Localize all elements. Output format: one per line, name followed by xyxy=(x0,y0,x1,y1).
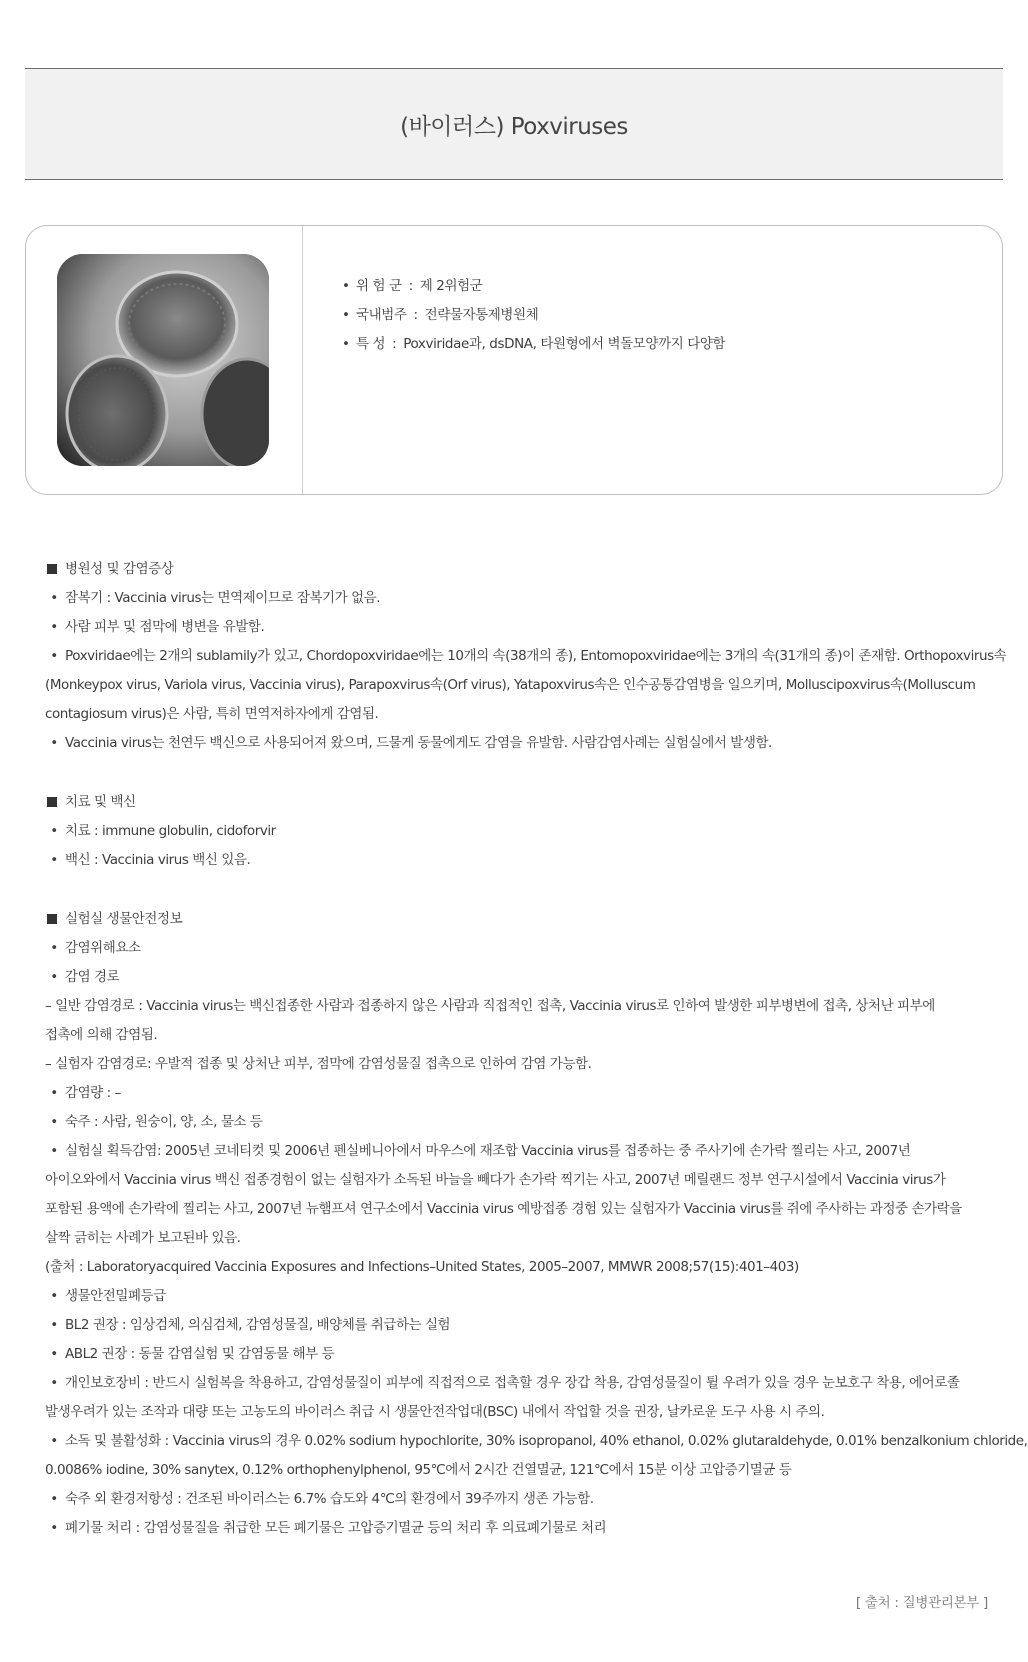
text-line: (출처 : Laboratoryacquired Vaccinia Exposures and Infections–United States, 2005–2007, MMWR 2008;57(15):401–403) xyxy=(45,1259,799,1275)
text-line: (Monkeypox virus, Variola virus, Vaccinia virus), Parapoxvirus속(Orf virus), Yatapoxvirus속은 인수공통감염병을 일으키며, Molluscipoxvirus속(Molluscum xyxy=(45,677,976,693)
list-item: • BL2 권장 : 임상검체, 의심검체, 감염성물질, 배양체를 취급하는 실험 xyxy=(45,1311,1005,1340)
list-item: • 소독 및 불활성화 : Vaccinia virus의 경우 0.02% sodium hypochlorite, 30% isopropanol, 40% ethanol, 0.02% glutaraldehyde, 0.01% benzalkonium chloride, xyxy=(45,1427,1005,1456)
source-credit: [ 출처 : 질병관리본부 ] xyxy=(855,1595,988,1611)
text-line: 접촉에 의해 감염됨. xyxy=(45,1027,158,1043)
info-item-characteristics: • 특 성 : Poxviridae과, dsDNA, 타원형에서 벽돌모양까지 다양함 xyxy=(342,336,726,352)
info-item-risk-group: • 위 험 군 : 제 2위험군 xyxy=(342,278,483,294)
list-item: • 잠복기 : Vaccinia virus는 면역제이므로 잠복기가 없음. xyxy=(45,584,1005,613)
info-divider xyxy=(302,226,303,494)
list-item: • 폐기물 처리 : 감염성물질을 취급한 모든 폐기물은 고압증기멸균 등의 처리 후 의료폐기물로 처리 xyxy=(45,1514,1005,1543)
text-line: contagiosum virus)은 사람, 특히 면역저하자에게 감염됨. xyxy=(45,706,379,722)
list-item: • 백신 : Vaccinia virus 백신 있음. xyxy=(45,846,1005,875)
list-item: • 숙주 : 사람, 원숭이, 양, 소, 물소 등 xyxy=(45,1108,1005,1137)
list-item: • 개인보호장비 : 반드시 실험복을 착용하고, 감염성물질이 피부에 직접적으로 접촉할 경우 장갑 착용, 감염성물질이 튈 우려가 있을 경우 눈보호구 착용, 에어로졸 xyxy=(45,1369,1005,1398)
list-item: • 감염위해요소 xyxy=(45,934,1005,963)
info-box xyxy=(25,225,1003,495)
list-item: • Poxviridae에는 2개의 sublamily가 있고, Chordopoxviridae에는 10개의 속(38개의 종), Entomopoxviridae에는 3개의 속(31개의 종)이 존재함. Orthopoxvirus속 xyxy=(45,642,1005,671)
section-title-pathogenicity: 병원성 및 감염증상 xyxy=(45,555,1005,584)
virus-micrograph-image xyxy=(57,254,269,466)
list-item: • 생물안전밀폐등급 xyxy=(45,1282,1005,1311)
list-item: • 감염량 : – xyxy=(45,1079,1005,1108)
text-line: 발생우려가 있는 조작과 대량 또는 고농도의 바이러스 취급 시 생물안전작업대(BSC) 내에서 작업할 것을 권장, 날카로운 도구 사용 시 주의. xyxy=(45,1404,825,1420)
text-line: 살짝 긁히는 사례가 보고된바 있음. xyxy=(45,1230,241,1246)
list-item: • Vaccinia virus는 천연두 백신으로 사용되어져 왔으며, 드물게 동물에게도 감염을 유발함. 사람감염사례는 실험실에서 발생함. xyxy=(45,729,1005,758)
list-item: • ABL2 권장 : 동물 감염실험 및 감염동물 해부 등 xyxy=(45,1340,1005,1369)
info-item-domestic-category: • 국내범주 : 전략물자통제병원체 xyxy=(342,307,539,323)
list-item: • 실험실 획득감염: 2005년 코네티컷 및 2006년 펜실베니아에서 마우스에 재조합 Vaccinia virus를 접종하는 중 주사기에 손가락 찔리는 사고, 2007년 xyxy=(45,1137,1005,1166)
text-line: 포함된 용액에 손가락에 찔리는 사고, 2007년 뉴햄프셔 연구소에서 Vaccinia virus 예방접종 경험 있는 실험자가 Vaccinia virus를 쥐에 주사하는 과정중 손가락을 xyxy=(45,1201,962,1217)
text-line: 아이오와에서 Vaccinia virus 백신 접종경험이 없는 실험자가 소독된 바늘을 빼다가 손가락 찍기는 사고, 2007년 메릴랜드 정부 연구시설에서 Vaccinia virus가 xyxy=(45,1172,946,1188)
content xyxy=(45,555,1028,1543)
text-line: – 실험자 감염경로: 우발적 접종 및 상처난 피부, 점막에 감염성물질 접촉으로 인하여 감염 가능함. xyxy=(45,1056,592,1072)
text-line: – 일반 감염경로 : Vaccinia virus는 백신접종한 사람과 접종하지 않은 사람과 직접적인 접촉, Vaccinia virus로 인하여 발생한 피부병변에 접촉, 상처난 피부에 xyxy=(45,998,935,1014)
list-item: • 치료 : immune globulin, cidoforvir xyxy=(45,817,1005,846)
list-item: • 감염 경로 xyxy=(45,963,1005,992)
section-title-treatment: 치료 및 백신 xyxy=(45,788,1005,817)
text-line: 0.0086% iodine, 30% sanytex, 0.12% orthophenylphenol, 95℃에서 2시간 건열멸균, 121℃에서 15분 이상 고압증기멸균 등 xyxy=(45,1462,792,1478)
section-title-biosafety: 실험실 생물안전정보 xyxy=(45,905,1005,934)
title-band xyxy=(25,68,1003,180)
list-item: • 사람 피부 및 점막에 병변을 유발함. xyxy=(45,613,1005,642)
info-list xyxy=(342,272,725,359)
list-item: • 숙주 외 환경저항성 : 건조된 바이러스는 6.7% 습도와 4℃의 환경에서 39주까지 생존 가능함. xyxy=(45,1485,1005,1514)
page-title: (바이러스) Poxviruses xyxy=(400,113,628,140)
